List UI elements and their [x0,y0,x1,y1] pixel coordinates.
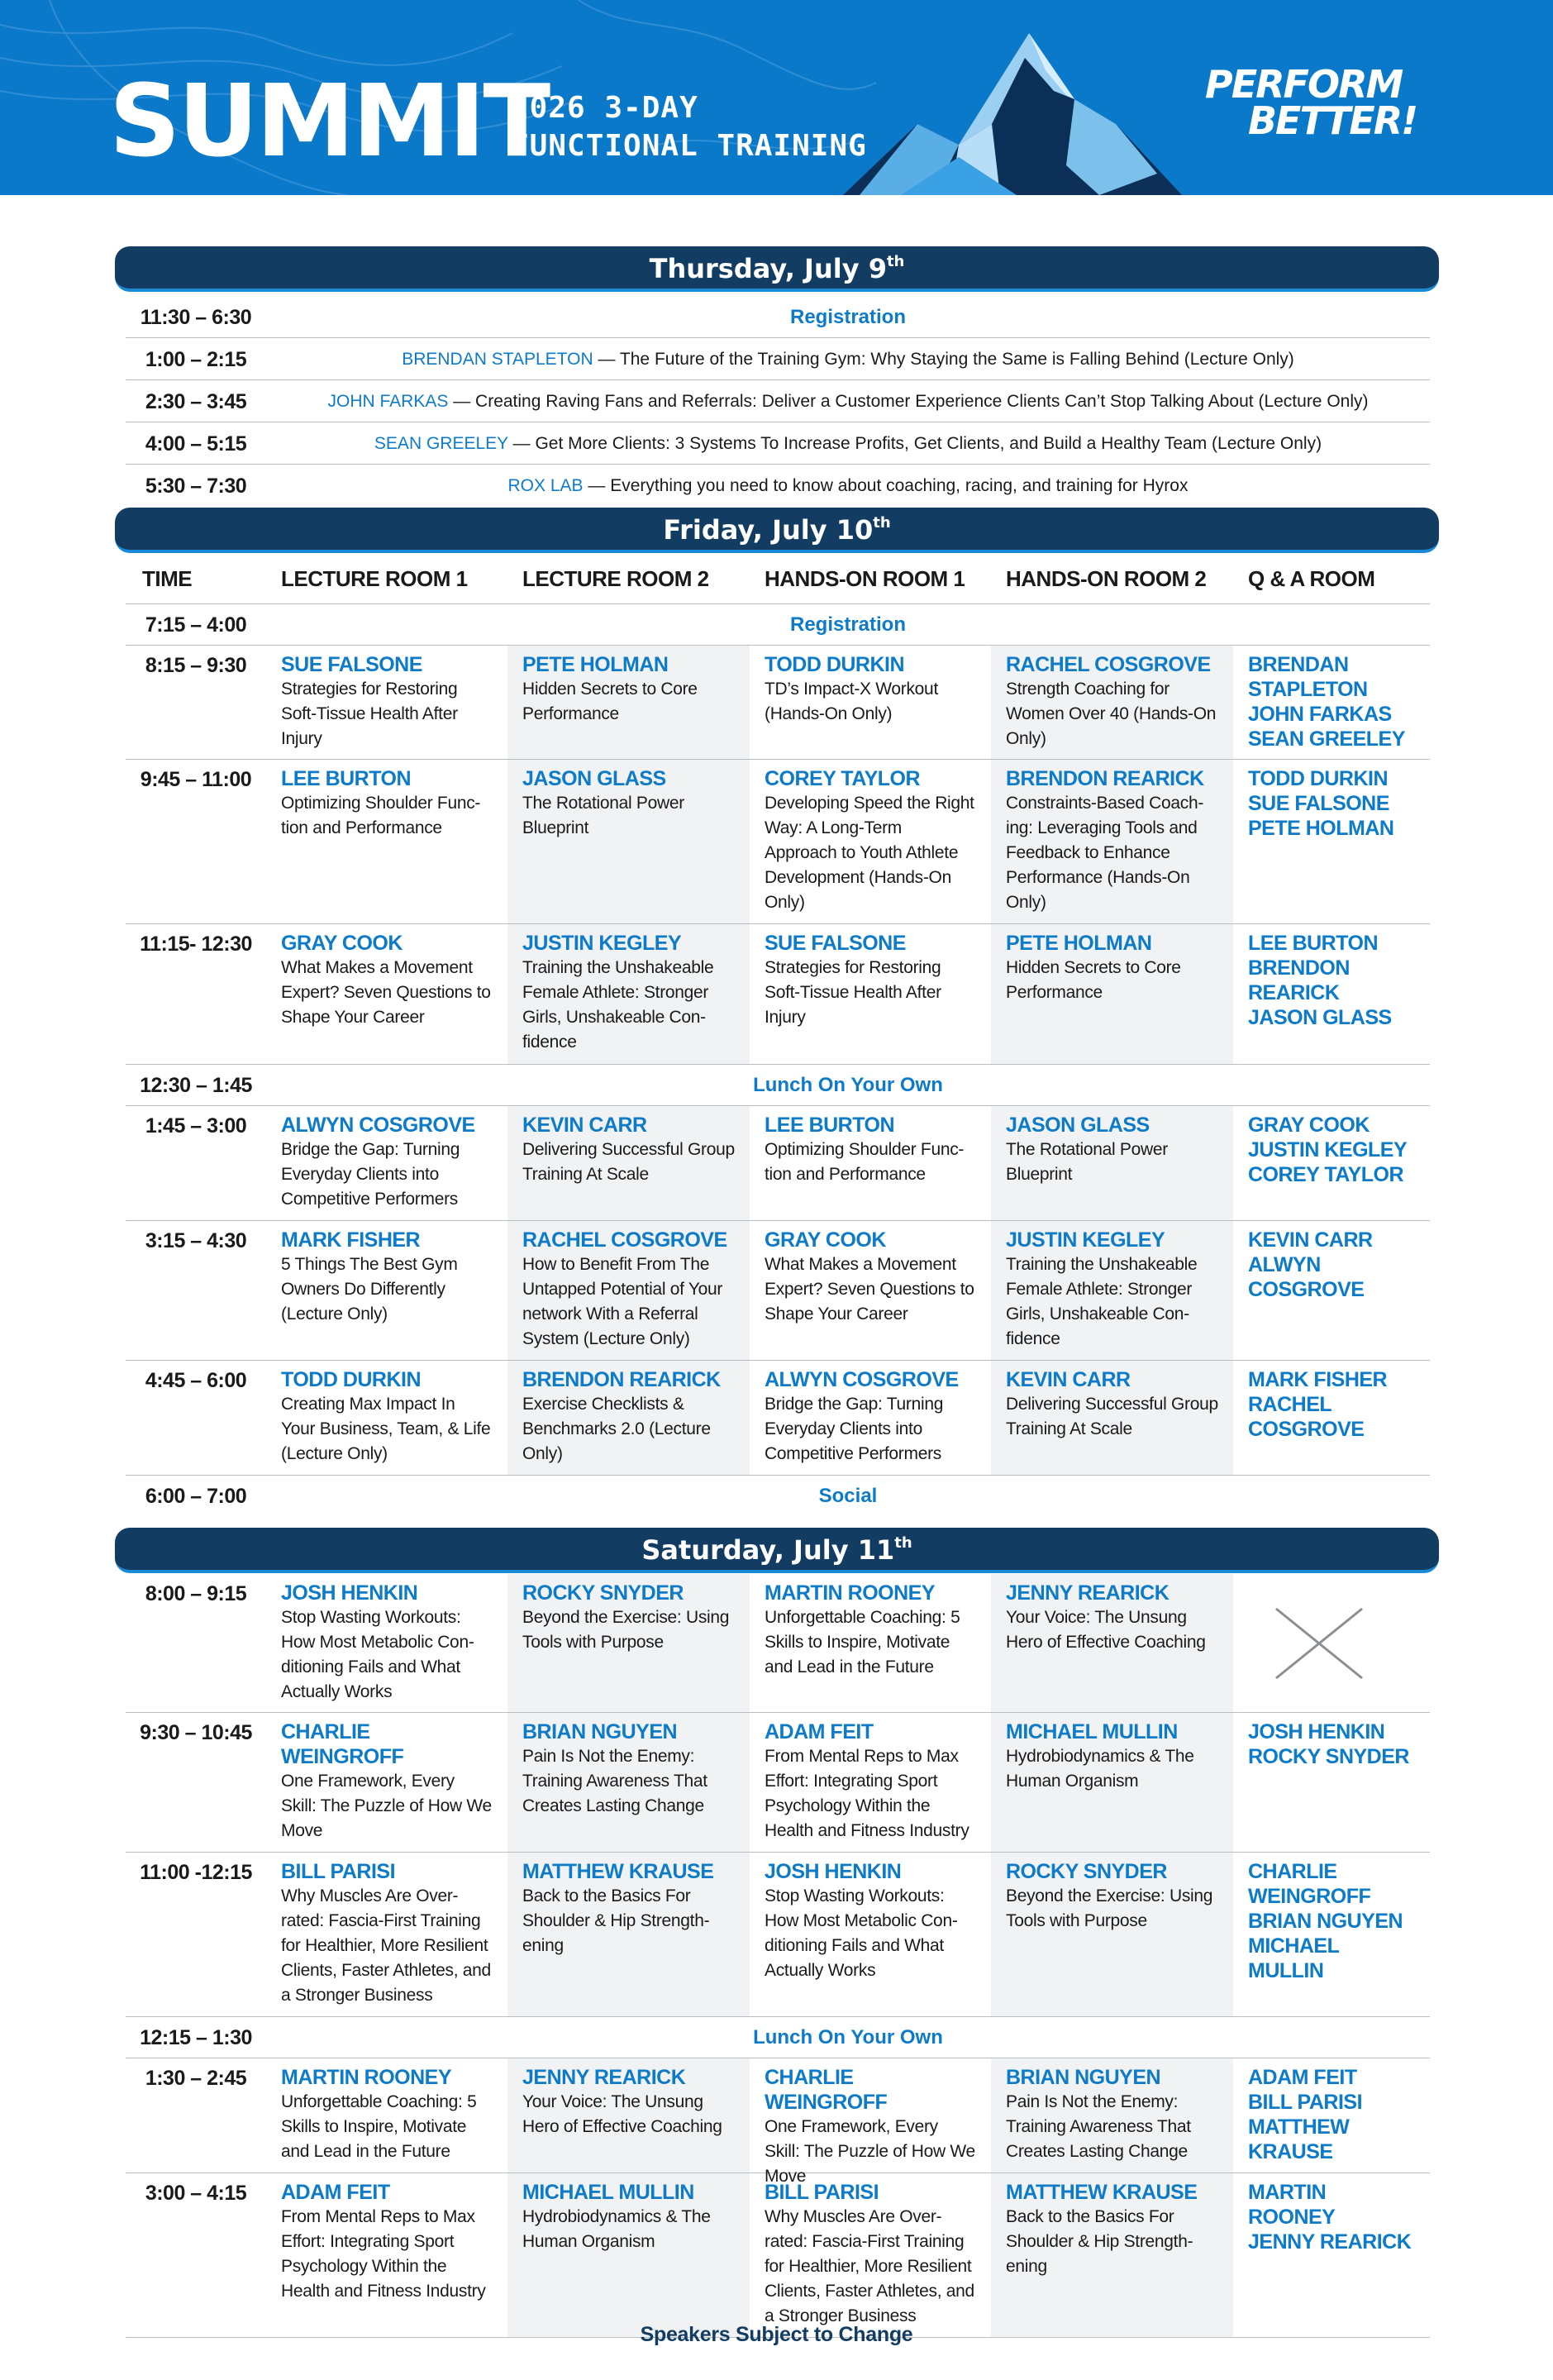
speaker-name: CHARLIE WEINGROFF [281,1720,404,1768]
table-header [126,554,1430,604]
session-description [266,381,1430,422]
session-title: — Creating Raving Fans and Referrals: Deliver a Customer Experience Clients Can’t Stop Talking About (Lecture Only) [448,392,1369,411]
time-slot: 9:30 – 10:45 [140,1721,252,1744]
qa-speaker: JUSTIN KEGLEY [1248,1138,1408,1161]
session-title: Strategies for Restoring Soft-Tissue Health After Injury [281,680,458,748]
time-slot: 1:00 – 2:15 [145,348,247,371]
speaker-name: BRENDON REARICK [522,1368,721,1391]
session-cell [750,760,991,923]
session-title: What Makes a Movement Expert? Seven Questions to Shape Your Career [281,958,491,1027]
session-title: Hidden Secrets to Core Performance [522,680,698,723]
day-suffix: th [894,1534,912,1552]
session-description [266,465,1430,507]
session-row [126,2173,1430,2338]
session-cell [266,1853,507,2016]
qa-speaker: LEE BURTON [1248,932,1379,955]
speaker-name: RACHEL COSGROVE [522,1228,727,1252]
session-title: The Rotational Power Blueprint [522,794,684,837]
logo-line-1: PERFORM [1205,62,1403,107]
speaker-name: JASON GLASS [522,767,666,790]
time-slot: 7:15 – 4:00 [145,613,247,637]
qa-speaker: MARK FISHER [1248,1368,1388,1391]
session-description [266,339,1430,380]
social-label: Social [818,1485,878,1507]
time-slot: 9:45 – 11:00 [140,768,252,791]
social-row [126,1476,1430,1517]
speaker-name: GRAY COOK [765,1228,886,1252]
summit-title: SUMMIT [109,64,549,179]
session-cell [266,924,507,1064]
subtitle-line-1: 2026 3-DAY [511,91,698,125]
session-title: Your Voice: The Unsung Hero of Effective Coaching [522,2092,722,2136]
session-title: One Framework, Every Skill: The Puzzle of How We Move [281,1772,492,1840]
speaker-name: ADAM FEIT [281,2181,390,2204]
session-title: Strategies for Restoring Soft-Tissue Health After Injury [765,958,941,1027]
qa-speaker: TODD DURKIN [1248,767,1389,790]
session-cell [507,924,750,1064]
session-row [126,924,1430,1065]
session-title: What Makes a Movement Expert? Seven Questions to Shape Your Career [765,1255,974,1324]
speaker-name: CHARLIE WEINGROFF [765,2066,888,2114]
speaker-name: ROX LAB [507,476,584,495]
qa-cell [1233,1221,1430,1360]
session-cell [750,2058,991,2186]
session-row [126,1574,1430,1713]
session-cell [991,760,1233,923]
time-slot: 6:00 – 7:00 [145,1485,247,1508]
speaker-name: BILL PARISI [281,1860,396,1883]
speaker-name: JENNY REARICK [1006,1581,1170,1605]
session-cell [266,1574,507,1712]
time-slot: 11:15- 12:30 [140,932,252,956]
session-title: Training the Unshakeable Female Athlete: Stronger Girls, Unshakeable Con-fidence [522,958,714,1052]
header-hands-on-room-2: HANDS-ON ROOM 2 [1006,566,1207,591]
session-row [126,1106,1430,1221]
session-cell [750,1106,991,1220]
session-cell [991,924,1233,1064]
speaker-name: BRIAN NGUYEN [522,1720,678,1743]
speaker-name: SUE FALSONE [281,653,422,676]
header-hands-on-room-1: HANDS-ON ROOM 1 [765,566,965,591]
session-cell [507,760,750,923]
session-title: Pain Is Not the Enemy: Training Awareness That Creates Lasting Change [522,1747,707,1815]
session-cell [507,1361,750,1475]
day-header-friday [115,508,1439,553]
thursday-row [126,297,1430,338]
qa-speaker: MARTIN ROONEY [1248,2181,1336,2229]
event-subtitle [511,89,867,165]
session-title: Why Muscles Are Over-rated: Fascia-First Training for Healthier, More Resilient Clients, Faster Athletes, and a Stronger Business [281,1886,491,2005]
session-title: Bridge the Gap: Turning Everyday Clients into Competitive Performers [281,1140,460,1209]
session-title: Back to the Basics For Shoulder & Hip Strength-ening [522,1886,710,1955]
session-cell [507,646,750,759]
saturday-morning-sessions [126,1574,1430,2017]
session-cell [507,1853,750,2016]
speaker-name: LEE BURTON [765,1114,895,1137]
friday-morning-sessions [126,646,1430,1065]
speaker-name: MARTIN ROONEY [281,2066,451,2089]
day-title: Thursday, July 9 [649,253,887,284]
session-title: — The Future of the Training Gym: Why Staying the Same is Falling Behind (Lecture Only) [593,350,1294,369]
speaker-name: JOSH HENKIN [765,1860,902,1883]
session-title: Developing Speed the Right Way: A Long-Term Approach to Youth Athlete Development (Hands-On Only) [765,794,974,912]
qa-speaker: BRENDON [1248,956,1350,980]
qa-speaker: MATTHEW KRAUSE [1248,2115,1350,2163]
session-cell [266,1361,507,1475]
qa-speaker: SEAN GREELEY [1248,727,1405,751]
day-header-thursday [115,246,1439,292]
time-slot: 3:15 – 4:30 [145,1229,247,1252]
qa-speaker: WEINGROFF [1248,1885,1371,1908]
session-cell [507,1713,750,1852]
qa-speaker: BILL PARISI [1248,2091,1363,2114]
session-cell [750,1361,991,1475]
speaker-name: MARK FISHER [281,1228,421,1252]
time-slot: 8:00 – 9:15 [145,1582,247,1605]
speaker-name: JOSH HENKIN [281,1581,418,1605]
session-cell [507,1574,750,1712]
session-title: Unforgettable Coaching: 5 Skills to Inspire, Motivate and Lead in the Future [281,2092,477,2161]
thursday-row [126,423,1430,465]
speaker-name: MICHAEL MULLIN [1006,1720,1178,1743]
speaker-name: KEVIN CARR [1006,1368,1131,1391]
session-cell [991,1361,1233,1475]
speaker-name: ALWYN COSGROVE [765,1368,959,1391]
session-cell [507,2173,750,2337]
session-title: TD’s Impact-X Workout (Hands-On Only) [765,680,938,723]
session-cell [266,2173,507,2337]
speaker-name: BRIAN NGUYEN [1006,2066,1161,2089]
qa-speaker: JOSH HENKIN [1248,1720,1385,1743]
session-cell [750,2173,991,2337]
session-title: Bridge the Gap: Turning Everyday Clients into Competitive Performers [765,1395,944,1463]
session-title: Delivering Successful Group Training At Scale [522,1140,735,1184]
speaker-name: JUSTIN KEGLEY [1006,1228,1165,1252]
day-title: Friday, July 10 [663,514,874,546]
session-title: 5 Things The Best Gym Owners Do Differently (Lecture Only) [281,1255,458,1324]
day-suffix: th [873,514,891,532]
lunch-row [126,1065,1430,1106]
speaker-name: PETE HOLMAN [1006,932,1152,955]
time-slot: 11:00 -12:15 [140,1861,252,1884]
qa-cell [1233,1106,1430,1220]
session-title: Training the Unshakeable Female Athlete: Stronger Girls, Unshakeable Con-fidence [1006,1255,1198,1348]
session-row [126,1361,1430,1476]
session-row [126,646,1430,760]
friday-afternoon-sessions [126,1106,1430,1476]
session-title: Unforgettable Coaching: 5 Skills to Inspire, Motivate and Lead in the Future [765,1608,960,1676]
session-cell [991,1106,1233,1220]
qa-speaker: PETE HOLMAN [1248,817,1394,840]
speaker-name: BILL PARISI [765,2181,879,2204]
qa-speaker: KEVIN CARR [1248,1228,1373,1252]
session-title: Beyond the Exercise: Using Tools with Purpose [522,1608,730,1652]
session-cell [507,1106,750,1220]
speaker-name: JUSTIN KEGLEY [522,932,682,955]
speaker-name: GRAY COOK [281,932,403,955]
qa-cell [1233,646,1430,759]
session-title: Strength Coaching for Women Over 40 (Hands-On Only) [1006,680,1217,748]
qa-speaker: BRIAN NGUYEN [1248,1910,1403,1933]
footer-note: Speakers Subject to Change [640,2323,913,2346]
time-slot: 2:30 – 3:45 [145,390,247,413]
session-row [126,1713,1430,1853]
session-title: How to Benefit From The Untapped Potential of Your network With a Referral System (Lecture Only) [522,1255,723,1348]
qa-speaker: STAPLETON [1248,678,1368,701]
time-slot: 4:00 – 5:15 [145,432,247,455]
speaker-name: SUE FALSONE [765,932,906,955]
registration-label: Registration [789,613,906,636]
session-title: Pain Is Not the Enemy: Training Awareness That Creates Lasting Change [1006,2092,1191,2161]
qa-speaker: CHARLIE [1248,1860,1337,1883]
qa-speaker: JOHN FARKAS [1248,703,1392,726]
cross-icon [1233,1574,1430,1712]
day-title: Saturday, July 11 [641,1534,895,1566]
session-title: From Mental Reps to Max Effort: Integrating Sport Psychology Within the Health and Fitness Industry [765,1747,969,1840]
speaker-name: ALWYN COSGROVE [281,1114,475,1137]
qa-speaker: GRAY COOK [1248,1114,1370,1137]
friday-schedule-table [126,554,1430,1517]
speaker-name: MATTHEW KRAUSE [1006,2181,1198,2204]
session-cell [750,1853,991,2016]
time-slot: 1:30 – 2:45 [145,2067,247,2090]
session-title: Stop Wasting Workouts: How Most Metabolic Con-ditioning Fails and What Actually Works [281,1608,474,1701]
qa-speaker: JENNY REARICK [1248,2230,1412,2254]
saturday-afternoon-sessions [126,2058,1430,2338]
qa-cell [1233,1361,1430,1475]
header-lecture-room-1: LECTURE ROOM 1 [281,566,468,591]
session-title: One Framework, Every Skill: The Puzzle of How We Move [765,2117,975,2186]
session-cell [991,646,1233,759]
session-row [126,760,1430,924]
session-cell [266,646,507,759]
speaker-name: COREY TAYLOR [765,767,921,790]
session-title: — Everything you need to know about coaching, racing, and training for Hyrox [583,476,1189,495]
session-description [266,423,1430,465]
qa-cell [1233,760,1430,923]
session-title: Exercise Checklists & Benchmarks 2.0 (Lecture Only) [522,1395,711,1463]
speaker-name: RACHEL COSGROVE [1006,653,1211,676]
time-slot: 12:15 – 1:30 [140,2026,252,2049]
qa-cell [1233,1853,1430,2016]
thursday-row [126,339,1430,380]
session-cell [266,2058,507,2173]
session-cell [266,1713,507,1852]
speaker-name: MICHAEL MULLIN [522,2181,694,2204]
session-cell [750,1221,991,1360]
session-cell [507,2058,750,2173]
logo-line-2: BETTER! [1248,98,1417,143]
speaker-name: ROCKY SNYDER [522,1581,684,1605]
session-title: Optimizing Shoulder Func-tion and Performance [281,794,481,837]
session-title: Creating Max Impact In Your Business, Team, & Life (Lecture Only) [281,1395,491,1463]
session-title: Hydrobiodynamics & The Human Organism [522,2207,711,2251]
session-row [126,2058,1430,2186]
session-cell [507,1221,750,1360]
qa-speaker: BRENDAN [1248,653,1349,676]
speaker-name: TODD DURKIN [765,653,905,676]
time-slot: 12:30 – 1:45 [140,1074,252,1097]
lunch-label: Lunch On Your Own [753,1074,943,1096]
speaker-name: BRENDON REARICK [1006,767,1204,790]
session-title: From Mental Reps to Max Effort: Integrating Sport Psychology Within the Health and Fitness Industry [281,2207,486,2301]
thursday-row [126,381,1430,422]
time-slot: 1:45 – 3:00 [145,1114,247,1138]
session-cell [750,924,991,1064]
speaker-name: MARTIN ROONEY [765,1581,935,1605]
subtitle-line-2: FUNCTIONAL TRAINING [511,129,867,163]
speaker-name: BRENDAN STAPLETON [402,350,593,369]
speaker-name: JOHN FARKAS [327,392,449,411]
session-cell [991,2058,1233,2173]
registration-row [126,604,1430,646]
speaker-name: MATTHEW KRAUSE [522,1860,714,1883]
qa-speaker: ADAM FEIT [1248,2066,1357,2089]
qa-cell [1233,2173,1430,2337]
qa-speaker: COSGROVE [1248,1418,1365,1441]
session-title: — Get More Clients: 3 Systems To Increase Profits, Get Clients, and Build a Healthy Team (Lecture Only) [507,434,1322,453]
lunch-row [126,2017,1430,2058]
session-title: Stop Wasting Workouts: How Most Metabolic Con-ditioning Fails and What Actually Works [765,1886,958,1980]
session-cell [991,1221,1233,1360]
qa-speaker: JASON GLASS [1248,1006,1392,1029]
session-title: Back to the Basics For Shoulder & Hip Strength-ening [1006,2207,1193,2276]
session-cell [266,1106,507,1220]
session-cell [266,1221,507,1360]
session-title: The Rotational Power Blueprint [1006,1140,1168,1184]
time-slot: 3:00 – 4:15 [145,2182,247,2205]
session-title: Constraints-Based Coach-ing: Leveraging Tools and Feedback to Enhance Performance (Hands-On Only) [1006,794,1204,912]
session-row [126,1221,1430,1361]
speaker-name: JASON GLASS [1006,1114,1150,1137]
header-lecture-room-2: LECTURE ROOM 2 [522,566,709,591]
header-time: TIME [142,566,193,591]
qa-cell [1233,924,1430,1064]
speaker-name: ADAM FEIT [765,1720,874,1743]
session-cell [266,760,507,923]
header-qa-room: Q & A ROOM [1248,566,1375,591]
qa-speaker: SUE FALSONE [1248,792,1389,815]
time-slot: 5:30 – 7:30 [145,475,247,498]
saturday-schedule-table [126,1574,1430,2338]
speaker-name: PETE HOLMAN [522,653,669,676]
speaker-name: SEAN GREELEY [374,434,508,453]
lunch-label: Lunch On Your Own [753,2026,943,2049]
speaker-name: LEE BURTON [281,767,412,790]
qa-speaker: ALWYN COSGROVE [1248,1253,1365,1301]
session-cell [991,1713,1233,1852]
time-slot: 8:15 – 9:30 [145,654,247,677]
session-title: Hidden Secrets to Core Performance [1006,958,1181,1002]
qa-speaker: RACHEL [1248,1393,1332,1416]
thursday-row [126,465,1430,507]
session-row [126,1853,1430,2017]
session-title: Hydrobiodynamics & The Human Organism [1006,1747,1194,1791]
session-title: Optimizing Shoulder Func-tion and Performance [765,1140,965,1184]
qa-speaker: COREY TAYLOR [1248,1163,1404,1186]
qa-speaker: MICHAEL MULLIN [1248,1934,1339,1982]
time-slot: 11:30 – 6:30 [140,306,252,329]
session-cell [750,646,991,759]
session-title: Beyond the Exercise: Using Tools with Purpose [1006,1886,1213,1930]
session-title: Delivering Successful Group Training At Scale [1006,1395,1218,1438]
qa-speaker: ROCKY SNYDER [1248,1745,1409,1768]
speaker-name: TODD DURKIN [281,1368,422,1391]
day-suffix: th [886,253,905,270]
speaker-name: KEVIN CARR [522,1114,647,1137]
registration-label: Registration [789,306,906,328]
speaker-name: JENNY REARICK [522,2066,686,2089]
day-header-saturday [115,1528,1439,1573]
qa-cell [1233,2058,1430,2173]
time-slot: 4:45 – 6:00 [145,1369,247,1392]
speaker-name: ROCKY SNYDER [1006,1860,1167,1883]
session-cell [991,1853,1233,2016]
session-cell [991,1574,1233,1712]
qa-cell [1233,1713,1430,1852]
session-cell [750,1574,991,1712]
session-cell [991,2173,1233,2337]
session-title: Why Muscles Are Over-rated: Fascia-First Training for Healthier, More Resilient Clients, Faster Athletes, and a Stronger Business [765,2207,974,2325]
session-title: Your Voice: The Unsung Hero of Effective Coaching [1006,1608,1206,1652]
header-banner [0,0,1553,195]
perform-better-logo [1205,62,1445,149]
qa-speaker: REARICK [1248,981,1340,1004]
session-cell [750,1713,991,1852]
